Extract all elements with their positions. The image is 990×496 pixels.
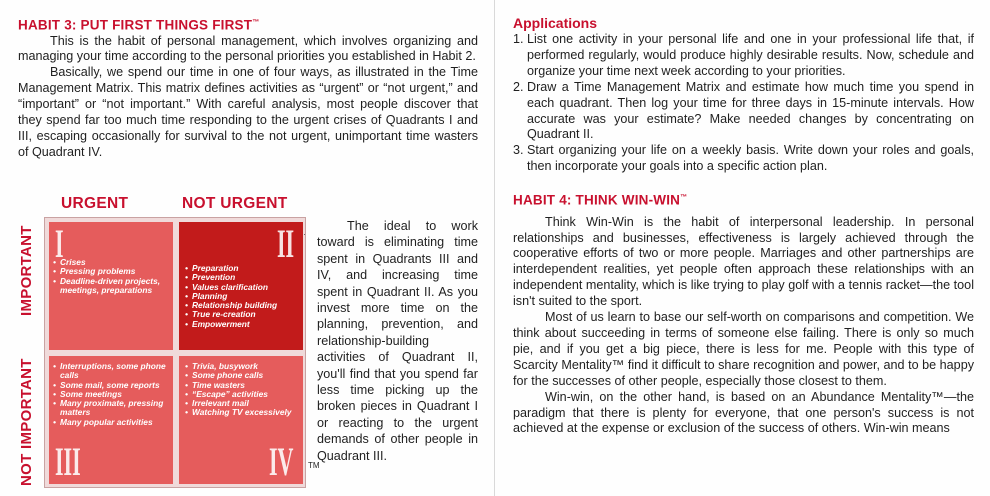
- list-item: 3. Start organizing your life on a weekly basis. Write down your roles and goals, then incorporate your goals into a specific action plan.: [513, 143, 974, 174]
- quadrant-3: [49, 356, 173, 484]
- list-item: • Crises: [53, 258, 165, 267]
- matrix-trademark: TM: [308, 461, 320, 470]
- list-item: • True re-creation: [185, 310, 301, 319]
- list-item: • Prevention: [185, 273, 301, 282]
- list-item: • Many popular activities: [53, 418, 167, 427]
- list-item: • Relationship building: [185, 301, 301, 310]
- matrix-not-urgent-label: NOT URGENT: [182, 195, 288, 212]
- quadrant-3-numeral: III: [55, 439, 81, 484]
- habit3-paragraph-2: Basically, we spend our time in one of four ways, as illustrated in the Time Management Matrix. This matrix defines activities as “urgent” or “not urgent,” and “important” or “not important.” With careful analysis, most people discover that they spend far too much time responding to the urgent crises of Quadrants I and III, escaping occasionally for survival to the not urgent, unimportant time wasters of Quadrant IV.: [18, 65, 478, 159]
- matrix-urgent-label: URGENT: [61, 195, 129, 212]
- time-management-matrix: [18, 195, 320, 490]
- applications-title: Applications: [513, 15, 598, 31]
- list-item: • Irrelevant mail: [185, 399, 299, 408]
- list-item: • Time wasters: [185, 381, 299, 390]
- list-item: • Some phone calls: [185, 371, 299, 380]
- list-item: 1. List one activity in your personal life and one in your professional life that, if performed regularly, would produce highly desirable results. Now, schedule and organize your time next week according to your priorities.: [513, 32, 974, 78]
- habit4-paragraph-2: Most of us learn to base our self-worth on comparisons and competition. We think about succeeding in terms of someone else failing. There is only so much pie, and if you get a big piece, there is less for me. People with this type of Scarcity Mentality™ find it difficult to share recognition and power, and to be happy for the successes of other people, especially those closest to them.: [513, 310, 974, 388]
- list-item: • Some meetings: [53, 390, 167, 399]
- quadrant-1-list: [53, 258, 165, 295]
- list-item: • Planning: [185, 292, 301, 301]
- list-item: • Pressing problems: [53, 267, 165, 276]
- quadrant-4-numeral: IV: [269, 439, 294, 484]
- list-item: • Deadline-driven projects, meetings, preparations: [53, 277, 165, 296]
- list-item: • Empowerment: [185, 320, 301, 329]
- list-item: • Values clarification: [185, 283, 301, 292]
- habit3-heading: HABIT 3: PUT FIRST THINGS FIRST™: [18, 17, 260, 33]
- quadrant-1-numeral: I: [55, 222, 64, 266]
- list-item: • Interruptions, some phone calls: [53, 362, 167, 381]
- right-page: [494, 0, 990, 496]
- quadrant-2: [179, 222, 303, 350]
- quadrant-2-list: [185, 264, 301, 329]
- list-item: • Trivia, busywork: [185, 362, 299, 371]
- applications-list: [513, 32, 974, 175]
- quadrant-4: [179, 356, 303, 484]
- list-item: • Some mail, some reports: [53, 381, 167, 390]
- bullet-mark: ·: [303, 229, 306, 239]
- habit3-side-paragraph: The ideal to work toward is eliminating time spent in Quadrants III and IV, and increasing time spent in Quadrant II. As you invest more time on the planning, prevention, and relationship-building activities of Quadrant II, you'll find that you spend far less time picking up the broken pieces in Quadrant I or reacting to the urgent demands of other people in Quadrant III.: [317, 219, 478, 463]
- matrix-not-important-label: NOT IMPORTANT: [18, 358, 35, 486]
- habit3-paragraph-1: This is the habit of personal management, which involves organizing and managing your time according to the personal priorities you established in Habit 2.: [18, 33, 478, 64]
- quadrant-4-list: [185, 362, 299, 418]
- habit4-paragraph-1: Think Win-Win is the habit of interpersonal leadership. In personal relationships and businesses, effectiveness is largely achieved through the cooperative efforts of two or more people. Marriages and other partnerships are interdependent realities, yet people often approach these relationships with an independent mentality, which is like trying to play golf with a tennis racket—the tool isn't suited to the sport.: [513, 214, 974, 309]
- matrix-grid: [44, 217, 306, 488]
- habit4-paragraph-3: Win-win, on the other hand, is based on an Abundance Mentality™—the paradigm that there is plenty for everyone, that one person's success is not achieved at the expense or exclusion of the success of others. Win-win means: [513, 389, 974, 436]
- habit4-heading: HABIT 4: THINK WIN-WIN™: [513, 192, 688, 208]
- quadrant-1: [49, 222, 173, 350]
- list-item: • Preparation: [185, 264, 301, 273]
- list-item: • “Escape” activities: [185, 390, 299, 399]
- habit3-side-text: [317, 218, 478, 464]
- quadrant-2-numeral: II: [277, 222, 295, 266]
- matrix-important-label: IMPORTANT: [18, 225, 35, 316]
- list-item: 2. Draw a Time Management Matrix and estimate how much time you spend in each quadrant. Then log your time for three days in 15-minute intervals. How accurate was your estimate? Make needed changes by concentrating on Quadrant II.: [513, 79, 974, 142]
- list-item: • Many proximate, pressing matters: [53, 399, 167, 418]
- quadrant-3-list: [53, 362, 167, 427]
- list-item: • Watching TV excessively: [185, 408, 299, 417]
